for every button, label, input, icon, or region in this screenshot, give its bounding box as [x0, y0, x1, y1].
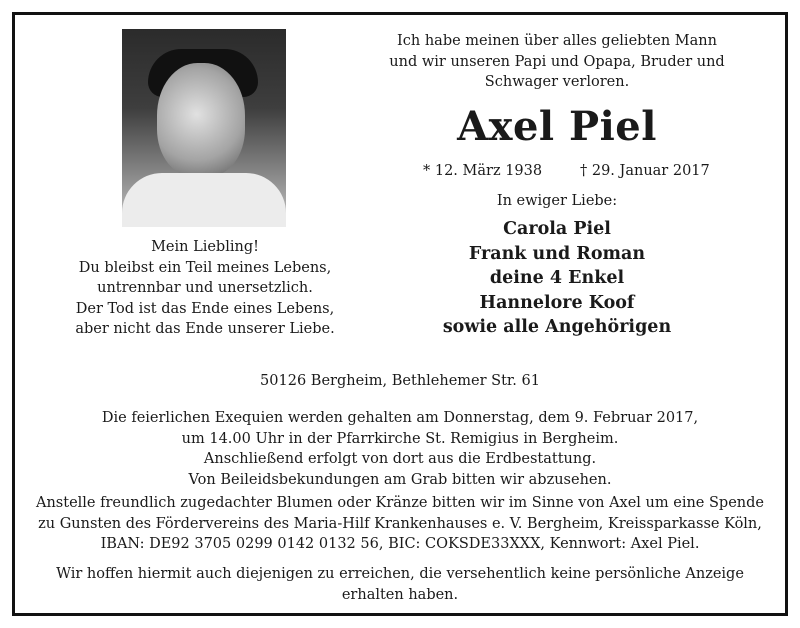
closing-line: Wir hoffen hiermit auch diejenigen zu erreichen, die versehentlich keine persönliche Anzeige	[56, 566, 744, 582]
donation-line: Anstelle freundlich zugedachter Blumen oder Kränze bitten wir im Sinne von Axel um eine Spende	[35, 495, 765, 511]
closing-note	[15, 564, 785, 605]
mourner: Hannelore Koof	[479, 292, 635, 313]
love-line: In ewiger Liebe:	[496, 193, 618, 209]
deceased-name: Axel Piel	[457, 103, 657, 150]
memorial-verse	[55, 237, 355, 340]
address: 50126 Bergheim, Bethlehemer Str. 61	[260, 373, 540, 389]
mourners-list	[375, 217, 739, 340]
intro-line: Schwager verloren.	[484, 74, 630, 90]
intro-line: Ich habe meinen über alles geliebten Mann	[397, 33, 717, 49]
obituary-notice	[12, 12, 788, 616]
mourner: Frank und Roman	[468, 243, 646, 264]
verse-line: Du bleibst ein Teil meines Lebens,	[78, 259, 332, 276]
service-line: Die feierlichen Exequien werden gehalten am Donnerstag, dem 9. Februar 2017,	[101, 410, 699, 426]
closing-line: erhalten haben.	[341, 586, 459, 603]
service-line: um 14.00 Uhr in der Pfarrkirche St. Remigius in Bergheim.	[181, 430, 619, 447]
verse-line: untrennbar und unersetzlich.	[97, 280, 313, 296]
donation-line: zu Gunsten des Fördervereins des Maria-Hilf Krankenhauses e. V. Bergheim, Kreissparkasse Köln,	[38, 515, 762, 532]
verse-line: Mein Liebling!	[151, 239, 259, 255]
mourner: deine 4 Enkel	[489, 268, 625, 288]
death-date: † 29. Januar 2017	[580, 163, 710, 179]
mourner: sowie alle Angehörigen	[442, 317, 672, 337]
intro-line: und wir unseren Papi und Opapa, Bruder und	[389, 53, 725, 70]
service-line: Von Beileidsbekundungen am Grab bitten wir abzusehen.	[188, 471, 612, 488]
service-line: Anschließend erfolgt von dort aus die Erdbestattung.	[203, 451, 597, 467]
verse-line: Der Tod ist das Ende eines Lebens,	[75, 300, 335, 317]
portrait-photo	[122, 29, 286, 227]
intro-text	[377, 31, 737, 93]
photo-face	[157, 63, 245, 177]
birth-date: * 12. März 1938	[423, 163, 543, 179]
mourner: Carola Piel	[503, 219, 611, 239]
service-info	[15, 408, 785, 490]
photo-shirt	[122, 173, 286, 227]
donation-line: IBAN: DE92 3705 0299 0142 0132 56, BIC: COKSDE33XXX, Kennwort: Axel Piel.	[100, 536, 700, 552]
donation-request	[15, 493, 785, 555]
verse-line: aber nicht das Ende unserer Liebe.	[75, 321, 335, 337]
